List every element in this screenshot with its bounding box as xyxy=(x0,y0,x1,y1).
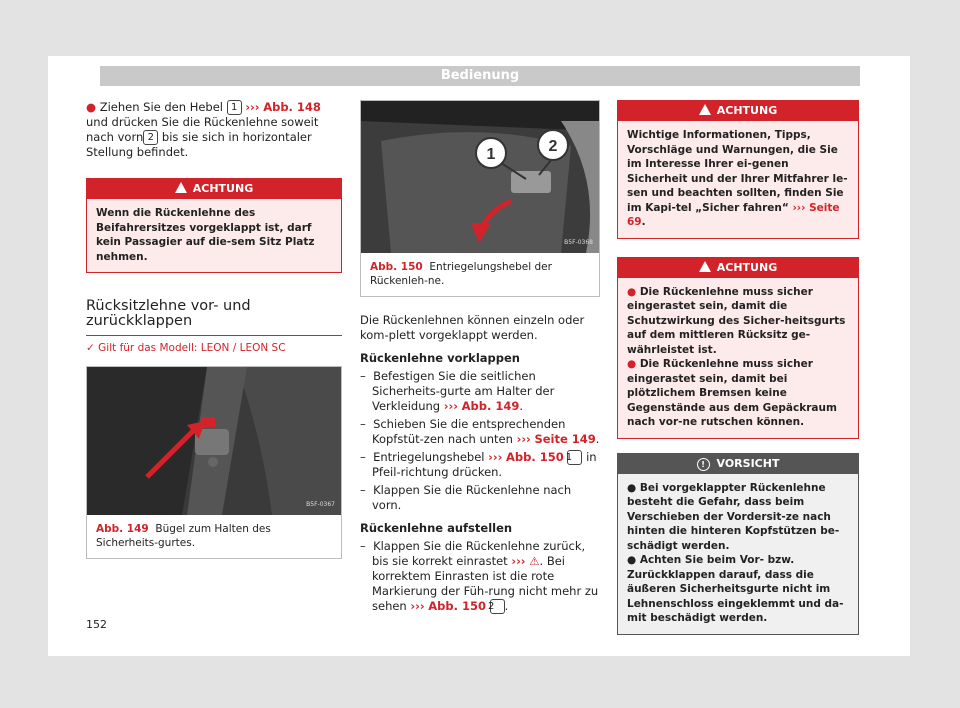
warning-triangle-icon: ⚠ xyxy=(529,554,540,568)
subheading: Rückenlehne aufstellen xyxy=(360,521,513,535)
warning-triangle-icon xyxy=(175,182,187,193)
warning-box: ACHTUNG ● Die Rückenlehne muss sicher eingerastet sein, damit die Schutzwirkung des Sicher-heitsgurts auf dem mittleren Rücksitz ge-währleistet ist. ● Die Rückenlehne muss sicher eingerastet sein, damit bei plötzlichem Bremsen keine Gegenstände aus dem Gepäckraum nach vor-ne rutschen können. xyxy=(617,257,859,439)
column-left xyxy=(86,100,342,559)
intro-text: Die Rückenlehnen können einzeln oder kom-plett vorgeklappt werden. xyxy=(360,313,585,342)
applies-to: ✓ Gilt für das Modell: LEON / LEON SC xyxy=(86,342,286,354)
figure-149 xyxy=(86,366,342,559)
warning-triangle-icon xyxy=(699,104,711,115)
svg-text:2: 2 xyxy=(548,138,558,155)
section-title: Rücksitzlehne vor- und zurückklappen xyxy=(86,299,342,336)
list-item: – Klappen Sie die Rückenlehne nach vorn. xyxy=(360,483,572,512)
caution-item: ● Bei vorgeklappter Rückenlehne besteht die Gefahr, dass beim Verschieben der Vordersit-ze nach hinten die hinteren Kopfstützen be-schädigt werden. xyxy=(627,481,840,552)
callout-number: 2 xyxy=(490,599,505,614)
caution-box: ! VORSICHT ● Bei vorgeklappter Rückenlehne besteht die Gefahr, dass beim Verschieben der Vordersit-ze nach hinten die hinteren Kopfstützen be-schädigt werden. ● Achten Sie beim Vor- bzw. Zurückklappen darauf, dass die äußeren Sicherheitsgurte nicht im Lehnenschloss eingeklemmt und da-mit beschädigt werden. xyxy=(617,453,859,635)
svg-text:1: 1 xyxy=(486,146,496,163)
bullet-icon: ● xyxy=(627,554,637,566)
column-middle xyxy=(360,100,600,614)
callout-number: 1 xyxy=(227,100,242,115)
caution-item: ● Achten Sie beim Vor- bzw. Zurückklappen darauf, dass die äußeren Sicherheitsgurte nicht im Lehnenschloss eingeklemmt und da-mit beschädigt werden. xyxy=(627,554,844,624)
figure-caption: Abb. 150 Entriegelungshebel der Rückenleh-ne. xyxy=(370,261,552,287)
bullet-icon: ● xyxy=(86,100,97,114)
instruction-bullet: ● Ziehen Sie den Hebel 1 ››› Abb. 148 und drücken Sie die Rückenlehne soweit nach vorn 2 bis sie sich in horizontaler Stellung befindet. xyxy=(86,100,321,159)
page-number: 152 xyxy=(86,618,107,631)
figure-image: B5F-0367 xyxy=(87,367,341,515)
list-item: – Klappen Sie die Rückenlehne zurück, bis sie korrekt einrastet ››› ⚠. Bei korrektem Einrasten ist die rote Markierung der Füh-rung nicht mehr zu sehen ››› Abb. 150 2 . xyxy=(360,539,599,613)
warning-item: ● Die Rückenlehne muss sicher eingerastet sein, damit bei plötzlichem Bremsen keine Gegenstände aus dem Gepäckraum nach vor-ne rutschen können. xyxy=(627,358,837,428)
figure-caption: Abb. 149 Bügel zum Halten des Sicherheits-gurtes. xyxy=(96,523,271,549)
figure-150 xyxy=(360,100,600,297)
warning-box: ACHTUNG Wichtige Informationen, Tipps, Vorschläge und Warnungen, die Sie im Interesse Ihrer ei-genen Sicherheit und der Ihrer Mitfahrer le-sen und beachten sollten, finden Sie im Kapi-tel „Sicher fahren“ ››› Seite 69. xyxy=(617,100,859,239)
bullet-icon: ● xyxy=(627,481,637,494)
list-item: – Schieben Sie die entsprechenden Kopfstüt-zen nach unten ››› Seite 149. xyxy=(360,417,600,446)
figure-link[interactable]: Abb. 150 xyxy=(506,450,564,464)
list-item: – Befestigen Sie die seitlichen Sicherheits-gurte am Halter der Verkleidung ››› Abb. 149. xyxy=(360,369,555,413)
column-right xyxy=(617,100,859,635)
callout-number: 2 xyxy=(143,130,158,145)
bullet-icon: ● xyxy=(627,285,637,298)
warning-triangle-icon xyxy=(699,261,711,272)
list-item: – Entriegelungshebel ››› Abb. 150 1 in Pfeil-richtung drücken. xyxy=(360,450,597,479)
figure-link[interactable]: Abb. 149 xyxy=(461,399,520,413)
page-header: Bedienung xyxy=(100,66,860,86)
release-lever-illustration xyxy=(361,101,599,253)
page-link[interactable]: Seite 149 xyxy=(534,432,596,446)
warning-item: ● Die Rückenlehne muss sicher eingerastet sein, damit die Schutzwirkung des Sicher-heitsgurts auf dem mittleren Rücksitz ge-währleistet ist. xyxy=(627,285,846,356)
subheading: Rückenlehne vorklappen xyxy=(360,351,520,365)
info-circle-icon: ! xyxy=(697,458,710,471)
figure-link[interactable]: Abb. 150 xyxy=(428,599,487,613)
bullet-icon: ● xyxy=(627,358,637,370)
callout-number: 1 xyxy=(567,450,582,465)
figure-link[interactable]: Abb. 148 xyxy=(263,100,321,114)
seatbelt-holder-illustration xyxy=(87,367,341,515)
page-link[interactable]: Seite 69 xyxy=(627,201,840,228)
figure-image: 1 2 B5F-0368 xyxy=(361,101,599,253)
warning-box: ACHTUNG Wenn die Rückenlehne des Beifahrersitzes vorgeklappt ist, darf kein Passagier auf die-sem Sitz Platz nehmen. xyxy=(86,178,342,273)
